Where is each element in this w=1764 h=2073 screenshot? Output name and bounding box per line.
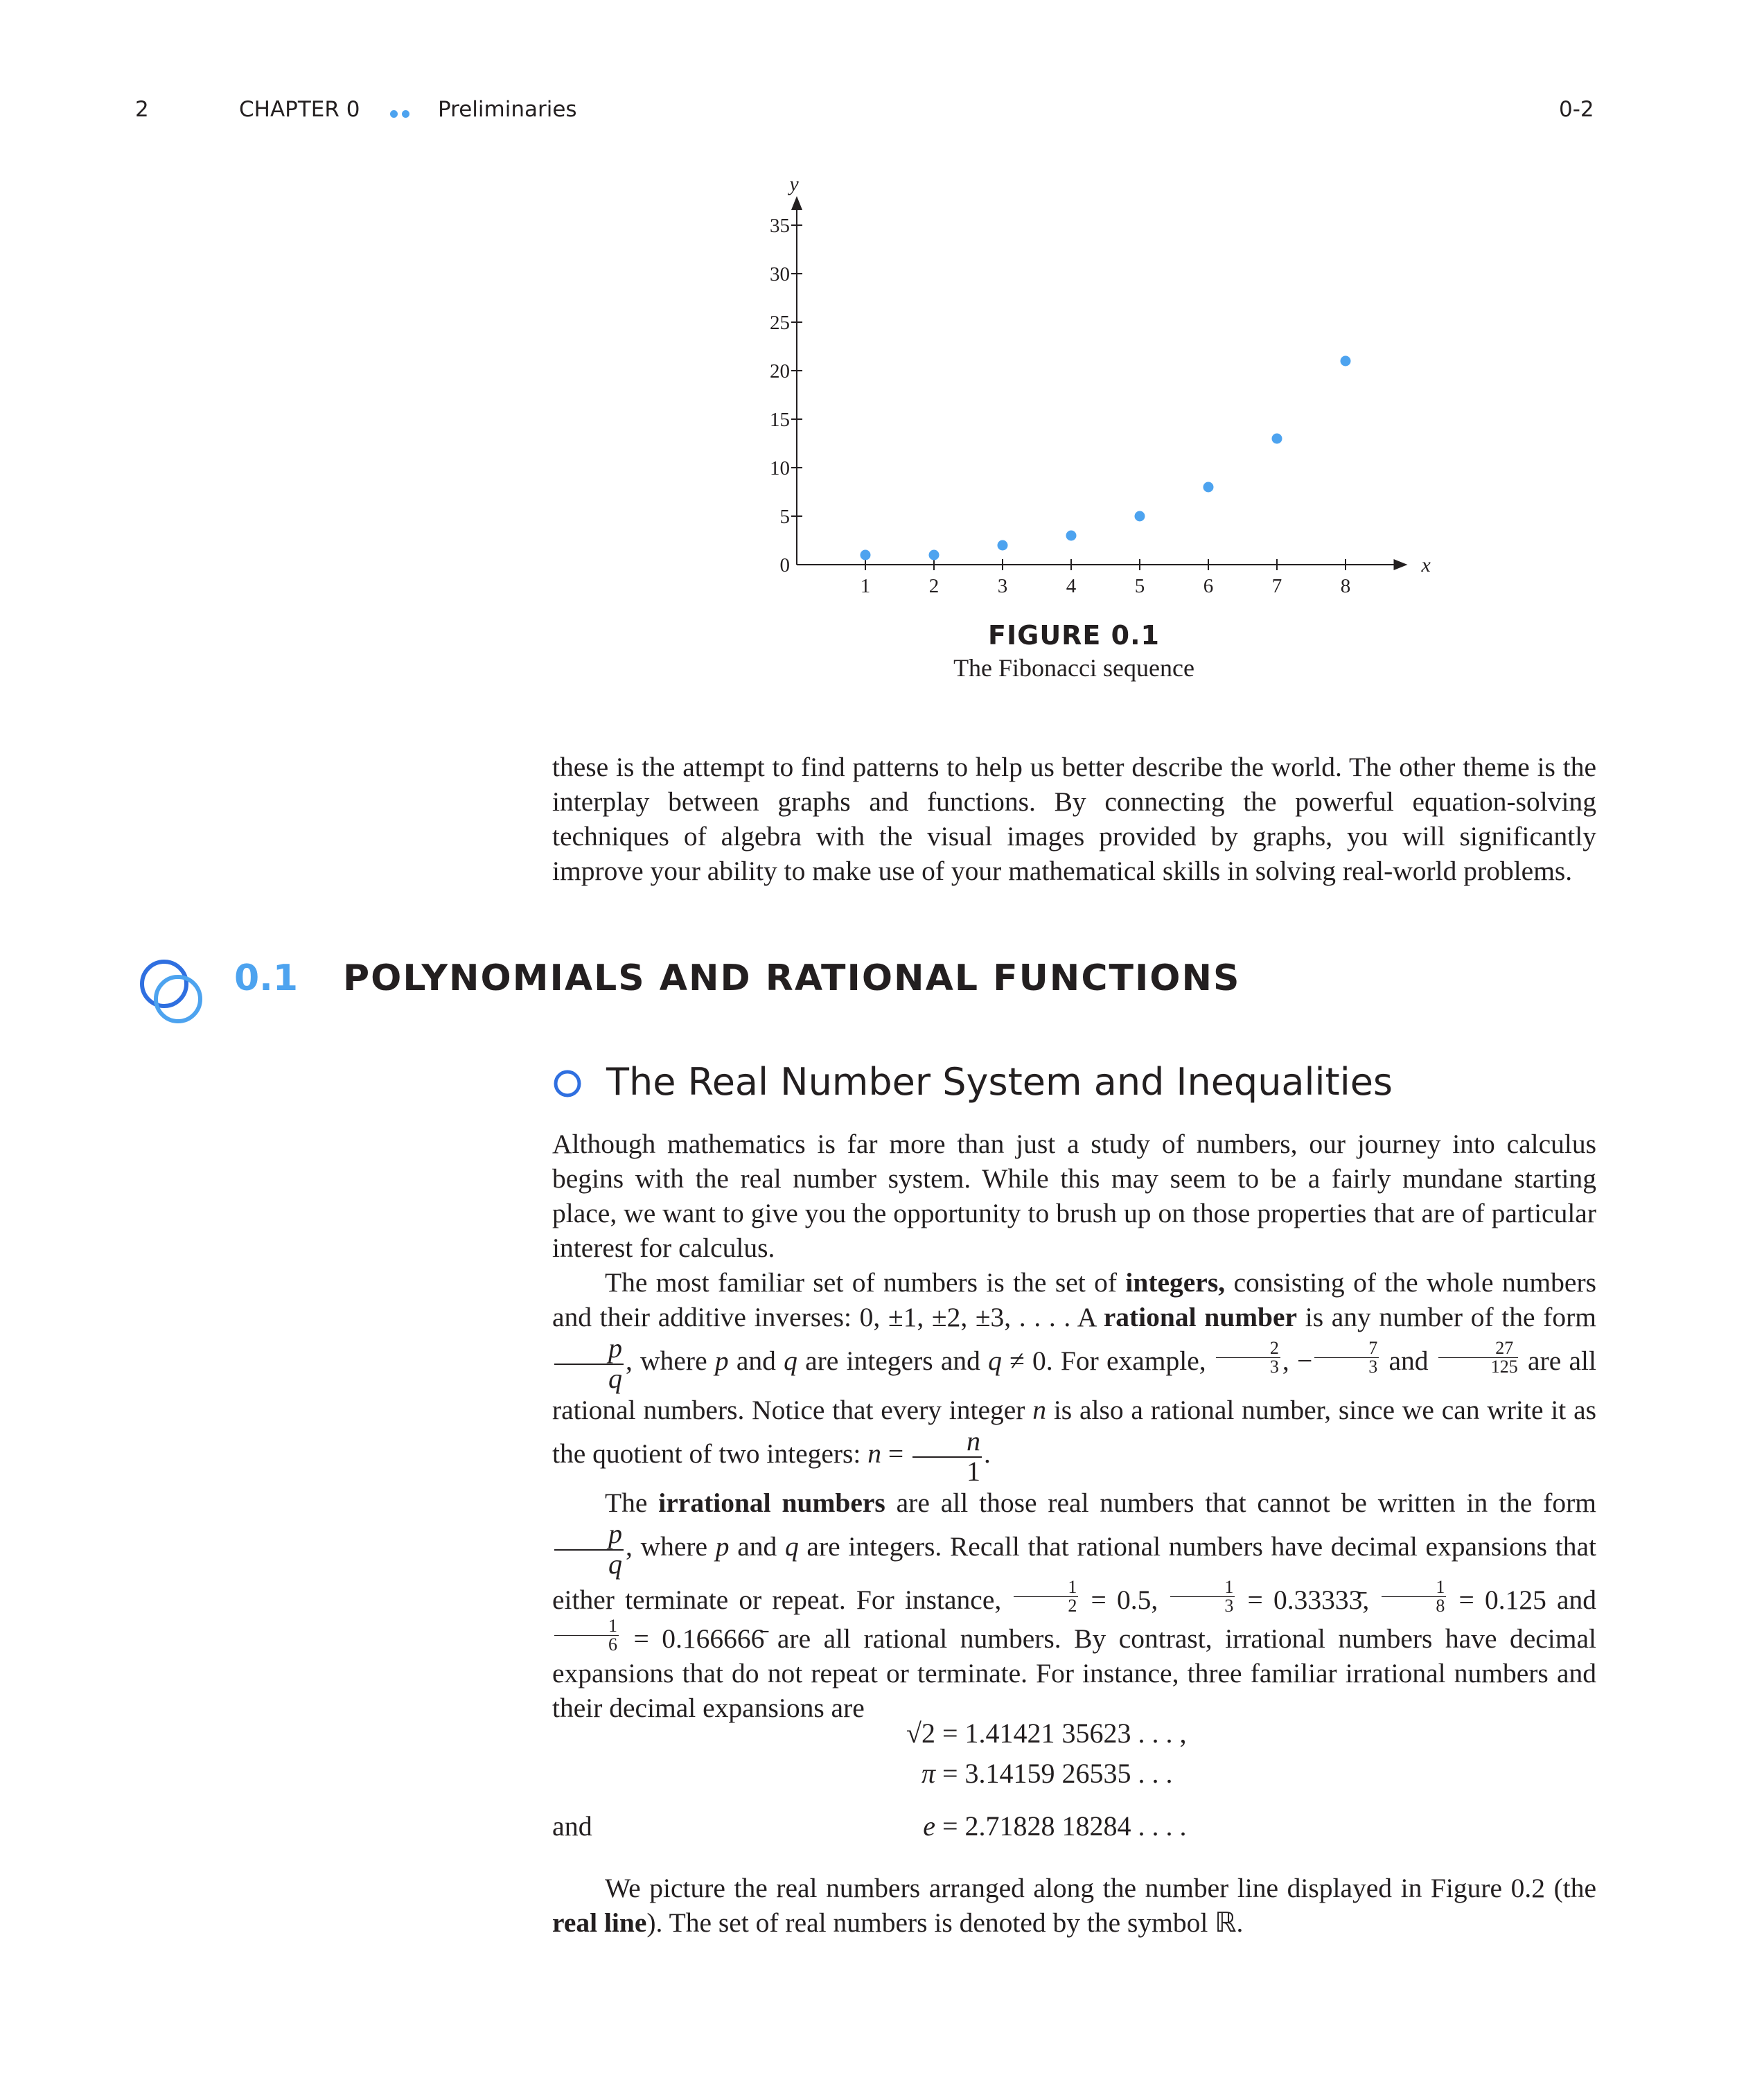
section-title: POLYNOMIALS AND RATIONAL FUNCTIONS [343,958,1241,999]
fraction-p-over-q: $\frac{p}{q}$ [554,1334,624,1393]
running-head [0,97,1764,132]
x-tick-label: 3 [997,575,1008,597]
chapter-title: Preliminaries [438,97,577,122]
data-point [1341,356,1351,367]
x-axis-arrow-icon [1394,559,1408,570]
paragraph-1: Although mathematics is far more than just a study of numbers, our journey into calculus begins with the real number system. While this may seem to be a fairly mundane starting place, we want to give you the opportunity to brush up on those properties that are of particular interest for calculus. [552,1129,1596,1263]
y-axis-label: y [789,173,799,195]
paragraph-3: The irrational numbers are all those real numbers that cannot be written in the form $\frac{p}{q}$ , where p and q are integers. Recall that rational numbers have decimal expansions that either terminate or repeat. For instance, $\frac{1}{2}$ = 0.5, $\frac{1}{3}$ = 0.33333̄, $\frac{1}{8}$ = 0.125 and $\frac{1}{6}$ = 0.166666̄ are all rational numbers. By contrast, irrational numbers have decimal expansions that do not repeat or terminate. For instance, three familiar irrational numbers and their decimal expansions are [552,1488,1597,1723]
figure-chart [727,163,1431,606]
y-tick-label: 5 [779,506,790,528]
separator-dots-icon [390,98,414,123]
chapter-label: CHAPTER 0 [239,97,360,122]
y-tick-label: 20 [770,360,790,382]
y-tick-label: 30 [770,263,790,285]
y-axis-arrow-icon [791,196,802,210]
x-tick-label: 7 [1271,575,1282,597]
paragraph-2: The most familiar set of numbers is the set of integers, consisting of the whole numbers and their additive inverses: 0, ±1, ±2, ±3, . . . . A rational number is any number of the form $\frac{p}{q}$ , where p and q are integers and q ≠ 0. For example, $\frac{2}{3}$ , − $\frac{7}{3}$ and $\frac{27}{125}$ are all rational numbers. Notice that every integer n is also a rational number, since we can write it as the quotient of two integers: n = $\frac{n}{1}$ . [552,1267,1596,1487]
intro-text: these is the attempt to find patterns to help us better describe the world. The other theme is the interplay between graphs and functions. By connecting the powerful equation-solving techniques of algebra with the visual images provided by graphs, you will significantly improve your ability to make use of your mathematical skills in solving real-world problems. [552,752,1596,886]
fraction-1-3: $\frac{1}{3}$ [1170,1578,1235,1615]
closing-paragraph [552,1871,1596,1940]
x-axis-label: x [1421,554,1431,576]
display-and: and [552,1810,592,1842]
data-point [1272,434,1282,444]
fraction-1-2: $\frac{1}{2}$ [1014,1578,1078,1615]
subsection-title: The Real Number System and Inequalities [606,1060,1393,1104]
circle-bullet-icon [552,1068,587,1103]
term-irrational-numbers: irrational numbers [658,1488,885,1518]
chart-axes [770,173,1431,597]
data-point [1135,511,1145,522]
fraction-1-6: $\frac{1}{6}$ [554,1617,619,1654]
data-point [1066,531,1077,541]
term-real-line: real line [552,1907,647,1938]
equation-sqrt2: √2 = 1.41421 35623 . . . , [906,1718,1187,1749]
term-rational-number: rational number [1103,1302,1298,1332]
equation-e: and e = 2.71828 18284 . . . . [552,1810,1187,1842]
figure-label: FIGURE 0.1 [988,620,1160,651]
paragraph-4: We picture the real numbers arranged along the number line displayed in Figure 0.2 (the real line). The set of real numbers is denoted by the symbol ℝ. [552,1873,1596,1938]
fraction-p-over-q-2: $\frac{p}{q}$ [554,1520,624,1578]
data-point [1203,482,1214,493]
figure-caption-text: The Fibonacci sequence [953,654,1194,682]
figure-caption [866,620,1282,682]
x-tick-label: 2 [928,575,940,597]
section-number: 0.1 [234,958,299,999]
fraction-7-3: $\frac{7}{3}$ [1314,1339,1379,1376]
intro-paragraph [552,750,1596,888]
x-tick-label: 5 [1134,575,1145,597]
fraction-n-over-1: $\frac{n}{1}$ [912,1427,982,1485]
equation-pi: π = 3.14159 26535 . . . [921,1758,1173,1789]
fraction-1-8: $\frac{1}{8}$ [1382,1578,1446,1615]
chart-marks [861,356,1351,561]
body-text [552,1127,1596,1725]
overlapping-circles-icon [135,953,211,1030]
y-tick-label: 15 [770,409,790,431]
x-tick-label: 8 [1340,575,1351,597]
data-point [998,540,1008,551]
y-tick-label: 10 [770,457,790,479]
x-tick-label: 4 [1066,575,1077,597]
x-tick-label: 6 [1203,575,1214,597]
data-point [861,550,871,561]
fraction-2-3: $\frac{2}{3}$ [1216,1339,1280,1376]
y-tick-label: 35 [770,215,790,237]
scatter-chart [727,163,1431,606]
y-tick-label: 0 [779,554,790,576]
term-integers: integers, [1125,1267,1226,1298]
section-heading [135,949,1659,1032]
data-point [929,550,940,561]
y-tick-label: 25 [770,312,790,334]
x-tick-label: 1 [860,575,871,597]
page-ref: 0-2 [1559,97,1594,122]
subsection-heading [552,1060,1591,1109]
page-number: 2 [135,97,149,122]
fraction-27-125: $\frac{27}{125}$ [1438,1339,1518,1376]
